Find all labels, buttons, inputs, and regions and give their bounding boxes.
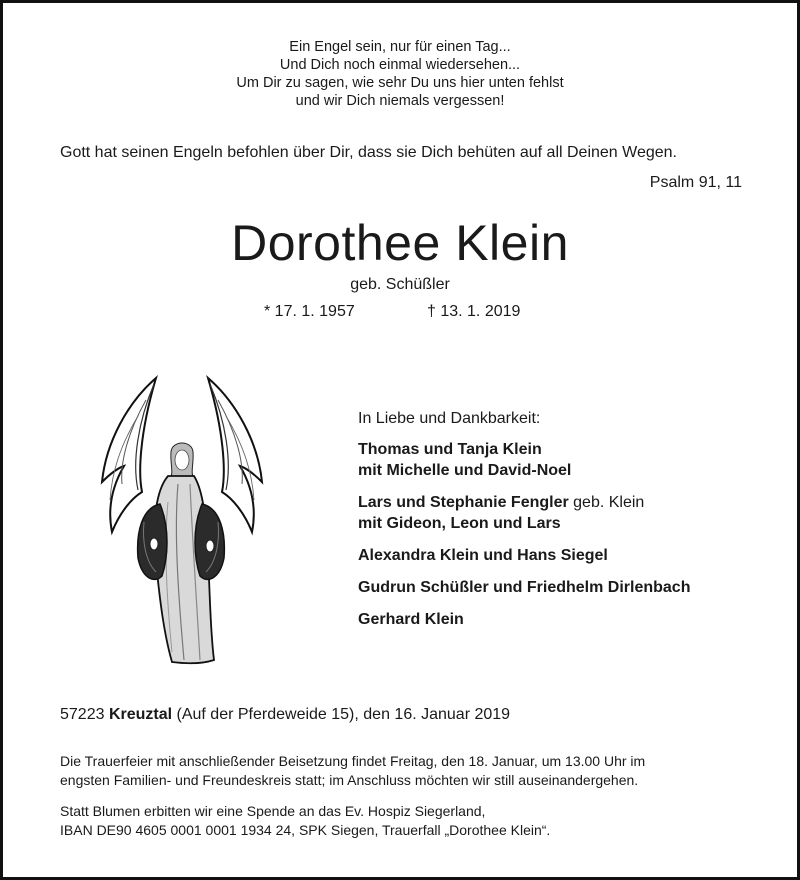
mourner-group (358, 545, 758, 566)
donation-info (60, 802, 760, 840)
mourner-group (358, 439, 758, 481)
mourner-name: Thomas und Tanja Klein (358, 441, 542, 458)
bible-verse: Gott hat seinen Engeln befohlen über Dir, dass sie Dich behüten auf all Deinen Wegen. (60, 144, 677, 161)
mourner-name: Gerhard Klein (358, 611, 464, 628)
poem-line: Um Dir zu sagen, wie sehr Du uns hier unten fehlst (236, 75, 564, 91)
deceased-name: Dorothee Klein (231, 215, 569, 271)
death-date: † 13. 1. 2019 (427, 303, 521, 320)
zip-code: 57223 (60, 706, 109, 723)
mourner-group (358, 577, 758, 598)
donation-line: IBAN DE90 4605 0001 0001 1934 24, SPK Siegen, Trauerfall „Dorothee Klein“. (60, 822, 551, 838)
mourners-list (358, 408, 758, 641)
mourner-name: Lars und Stephanie Fengler (358, 494, 569, 511)
place-and-date (60, 706, 510, 724)
angel-icon (98, 372, 268, 672)
mourner-name: mit Gideon, Leon und Lars (358, 515, 561, 532)
poem-line: und wir Dich niemals vergessen! (295, 93, 505, 109)
service-line: engsten Familien- und Freundeskreis statt; im Anschluss möchten wir still auseinandergehen. (60, 772, 639, 788)
verse-reference: Psalm 91, 11 (649, 174, 742, 191)
mourner-group (358, 492, 758, 534)
mourners-intro: In Liebe und Dankbarkeit: (358, 410, 541, 427)
funeral-service-info (60, 752, 760, 790)
birth-date: * 17. 1. 1957 (264, 303, 355, 320)
mourner-name: Gudrun Schüßler und Friedhelm Dirlenbach (358, 579, 691, 596)
mourner-name: Alexandra Klein und Hans Siegel (358, 547, 608, 564)
mourner-note: geb. Klein (568, 494, 645, 511)
donation-line: Statt Blumen erbitten wir eine Spende an das Ev. Hospiz Siegerland, (60, 803, 486, 819)
service-line: Die Trauerfeier mit anschließender Beisetzung findet Freitag, den 18. Januar, um 13.00 Uhr im (60, 753, 646, 769)
poem-line: Und Dich noch einmal wiedersehen... (279, 57, 521, 73)
maiden-name: geb. Schüßler (350, 276, 450, 293)
address-date: (Auf der Pferdeweide 15), den 16. Januar 2019 (172, 706, 511, 723)
poem (0, 38, 800, 110)
mourner-group (358, 609, 758, 630)
mourner-name: mit Michelle und David-Noel (358, 462, 572, 479)
poem-line: Ein Engel sein, nur für einen Tag... (289, 39, 511, 55)
city: Kreuztal (108, 706, 173, 723)
